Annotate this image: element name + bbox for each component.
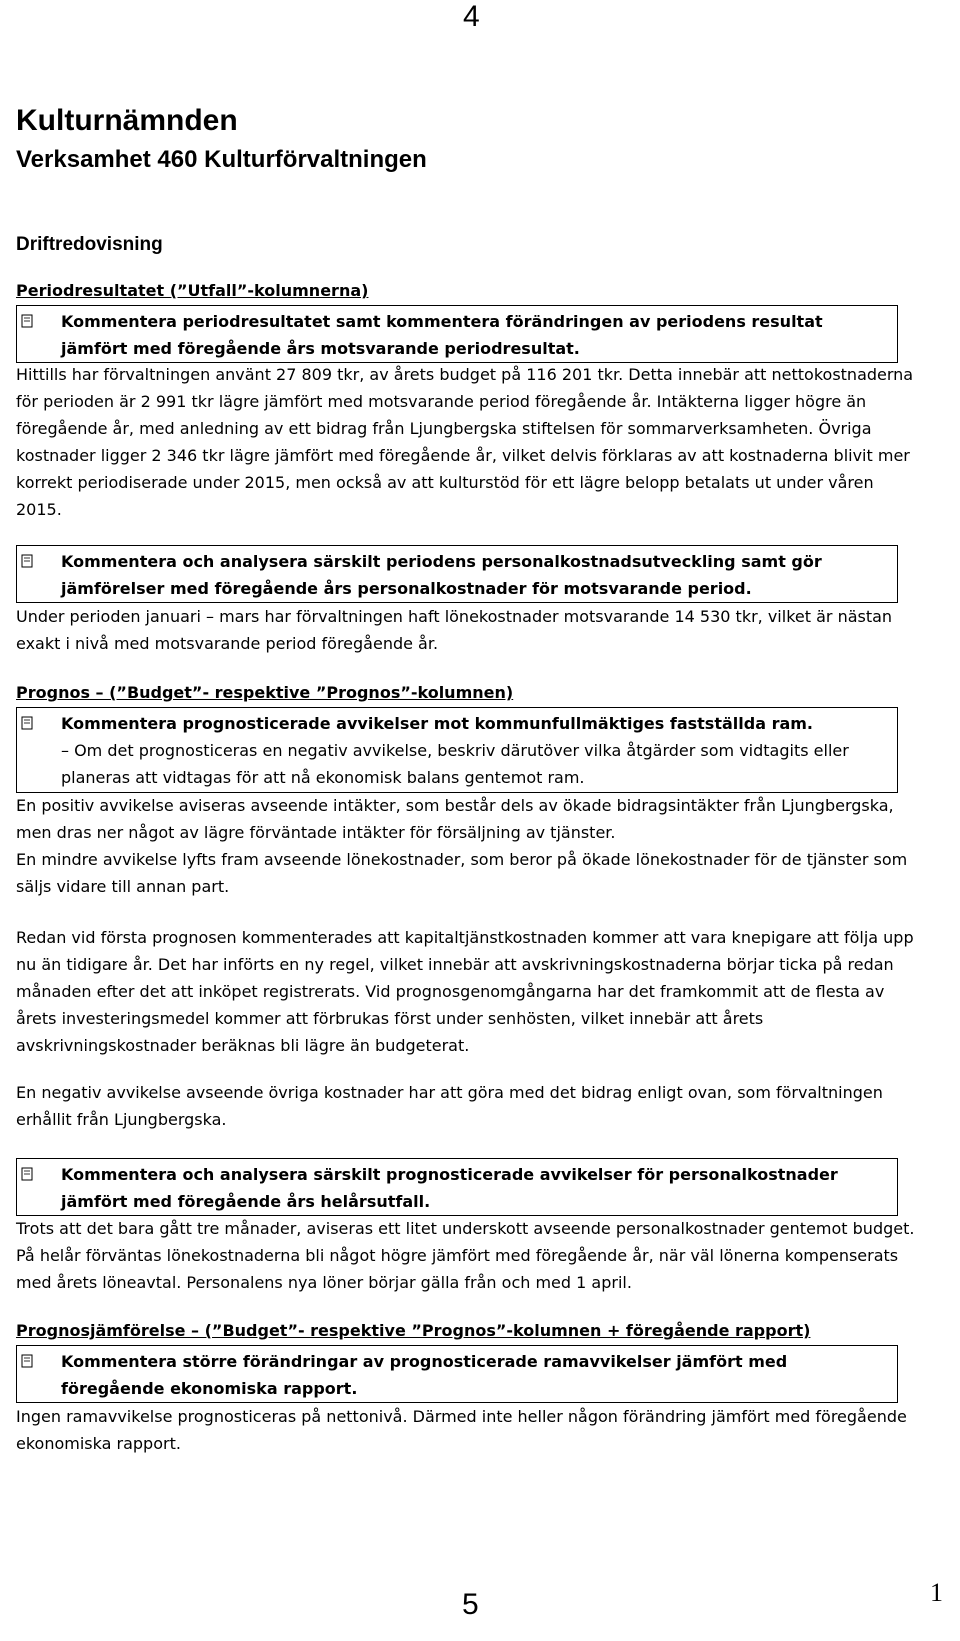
paragraph-prognos-intakter — [16, 792, 916, 900]
paragraph-prognos-ovriga — [16, 1079, 916, 1133]
paragraph-text: Redan vid första prognosen kommenterades att kapitaltjänstkostnaden kommer att vara knepigare att följa upp nu än tidigare år. Det har införts en ny regel, vilket innebär att avskrivningskostnaderna börjar ticka på redan månaden efter det att inköpet registrerats. Vid prognosgenomgångarna har det framkommit att de flesta av årets investeringsmedel kommer att förbrukas först under senhösten, vilket innebär att årets avskrivningskostnader beräknas bli lägre än budgeterat. — [16, 928, 914, 1055]
document-icon — [21, 554, 35, 568]
paragraph-text: Trots att det bara gått tre månader, aviseras ett litet underskott avseende personalkostnader gentemot budget. På helår förväntas lönekostnaderna bli något högre jämfört med föregående år, när väl lönerna kompenserats med årets löneavtal. Personalens nya löner börjar gälla från och med 1 april. — [16, 1219, 915, 1292]
page-subtitle: Verksamhet 460 Kulturförvaltningen — [16, 146, 427, 173]
instruction-box-personalkostnad-prognos — [16, 1158, 898, 1216]
paragraph-text: Under perioden januari – mars har förvaltningen haft lönekostnader motsvarande 14 530 tkr, vilket är nästan exakt i nivå med motsvarande period föregående år. — [16, 607, 893, 653]
instruction-text: Kommentera periodresultatet samt kommentera förändringen av periodens resultat jämfört med föregående års motsvarande periodresultat. — [61, 312, 823, 358]
paragraph-prognosjamforelse — [16, 1403, 916, 1457]
paragraph-text: En negativ avvikelse avseende övriga kostnader har att göra med det bidrag enligt ovan, som förvaltningen erhållit från Ljungbergska. — [16, 1083, 883, 1129]
instruction-text: Kommentera och analysera särskilt periodens personalkostnadsutveckling samt gör jämförelser med föregående års personalkostnader för motsvarande period. — [61, 552, 822, 598]
paragraph-personalkostnad-period — [16, 603, 916, 657]
paragraph-text: En positiv avvikelse aviseras avseende intäkter, som består dels av ökade bidragsintäkter från Ljungbergska, men dras ner något av lägre förväntade intäkter för försäljning av tjänster. — [16, 796, 894, 842]
instruction-box-prognosjamforelse — [16, 1345, 898, 1403]
section-heading-periodresultat: Periodresultatet (”Utfall”-kolumnerna) — [16, 281, 369, 300]
section-heading-prognosjamforelse: Prognosjämförelse – (”Budget”- respektive ”Prognos”-kolumnen + föregående rapport) — [16, 1321, 811, 1340]
corner-number: 1 — [930, 1578, 943, 1607]
instruction-text: Kommentera större förändringar av prognosticerade ramavvikelser jämfört med föregående ekonomiska rapport. — [61, 1352, 788, 1398]
instruction-box-prognos — [16, 707, 898, 793]
document-icon — [21, 1167, 35, 1181]
document-icon — [21, 716, 35, 730]
paragraph-periodresultat — [16, 361, 916, 523]
paragraph-text: En mindre avvikelse lyfts fram avseende lönekostnader, som beror på ökade lönekostnader för de tjänster som säljs vidare till annan part. — [16, 850, 908, 896]
section-heading-driftredovisning: Driftredovisning — [16, 234, 163, 255]
instruction-box-periodresultat — [16, 305, 898, 363]
section-heading-prognos: Prognos – (”Budget”- respektive ”Prognos”-kolumnen) — [16, 683, 514, 702]
paragraph-prognos-kapitaltjanst — [16, 924, 916, 1059]
paragraph-text: Ingen ramavvikelse prognosticeras på nettonivå. Därmed inte heller någon förändring jämfört med föregående ekonomiska rapport. — [16, 1407, 907, 1453]
page-number-bottom: 5 — [462, 1588, 479, 1621]
instruction-text: Kommentera och analysera särskilt prognosticerade avvikelser för personalkostnader jämfört med föregående års helårsutfall. — [61, 1165, 838, 1211]
paragraph-text: Hittills har förvaltningen använt 27 809 tkr, av årets budget på 116 201 tkr. Detta innebär att nettokostnaderna för perioden är 2 991 tkr lägre jämfört med motsvarande period föregående år. Intäkterna ligger högre än föregående år, med anledning av ett bidrag från Ljungbergska stiftelsen för sommarverksamheten. Övriga kostnader ligger 2 346 tkr lägre jämfört med föregående år, vilket delvis förklaras av att kostnaderna blivit mer korrekt periodiserade under 2015, men också av att kulturstöd för ett lägre belopp betalats ut under våren 2015. — [16, 365, 914, 519]
paragraph-personalkostnad-prognos — [16, 1215, 916, 1296]
instruction-note: – Om det prognosticeras en negativ avvikelse, beskriv därutöver vilka åtgärder som vidtagits eller planeras att vidtagas för att nå ekonomisk balans gentemot ram. — [61, 741, 849, 787]
document-icon — [21, 1354, 35, 1368]
page-number-top: 4 — [463, 0, 480, 33]
instruction-text: Kommentera prognosticerade avvikelser mot kommunfullmäktiges fastställda ram. — [61, 714, 813, 733]
page-title: Kulturnämnden — [16, 104, 238, 137]
instruction-box-personalkostnad-period — [16, 545, 898, 603]
document-icon — [21, 314, 35, 328]
